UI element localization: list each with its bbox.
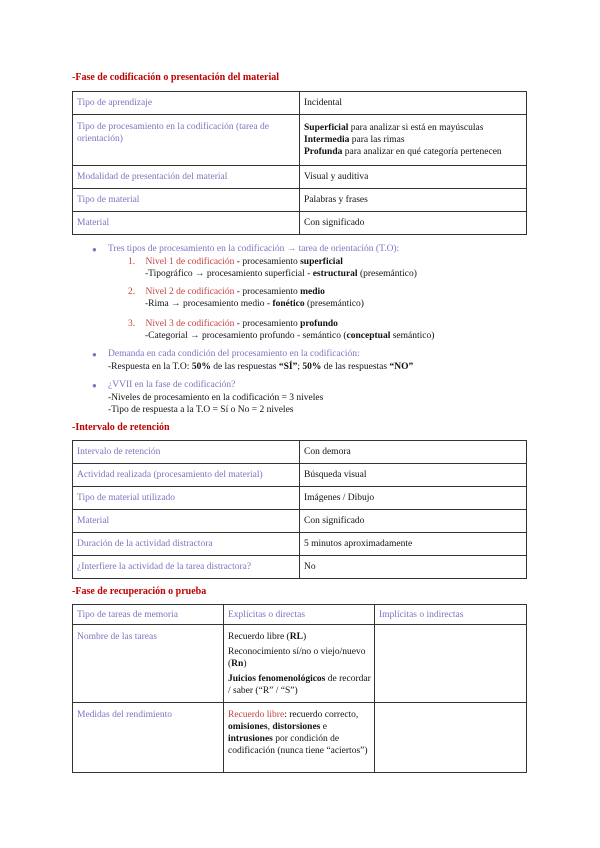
table-value: Imágenes / Dibujo — [300, 487, 527, 510]
table-row — [73, 115, 527, 166]
text: de las respuestas — [210, 362, 279, 372]
bold-term: estructural — [312, 269, 358, 279]
text: para las rimas — [349, 135, 405, 145]
table-value — [224, 703, 375, 773]
section-title-recuperacion: -Fase de recuperación o prueba — [72, 586, 207, 597]
table-value: Incidental — [300, 92, 527, 115]
note-level-1-detail — [145, 268, 417, 280]
table-row — [73, 92, 527, 115]
note-level-3 — [128, 318, 338, 330]
bullet-icon: ● — [92, 381, 97, 390]
table-value: Con significado — [300, 212, 527, 235]
bold-term: Profunda — [304, 147, 343, 157]
text: - procesamiento — [234, 319, 301, 329]
level-label: Nivel 3 de codificación — [145, 319, 235, 329]
bullet-icon: ● — [92, 350, 97, 359]
table-key: Tipo de aprendizaje — [73, 92, 300, 115]
bold-term: intrusiones — [228, 734, 273, 744]
note-level-2 — [128, 286, 325, 298]
bold-term: Rn — [231, 659, 244, 669]
text: Recuerdo libre ( — [228, 632, 290, 642]
table-recuperacion — [72, 604, 527, 773]
level-label: Nivel 2 de codificación — [145, 287, 235, 297]
table-row — [73, 189, 527, 212]
table-row — [73, 625, 527, 703]
table-header: Explícitas o directas — [224, 605, 375, 625]
note-bullet-3: ¿VVII en la fase de codificación? — [108, 380, 236, 390]
table-row — [73, 487, 527, 510]
bullet-icon: ● — [92, 245, 97, 254]
note-bullet-2: Demanda en cada condición del procesamiento en la codificación: — [108, 349, 360, 359]
text: -Respuesta en la T.O: — [108, 362, 192, 372]
text: , — [267, 722, 273, 732]
bold-term: distorsiones — [272, 722, 321, 732]
text: -Categorial → procesamiento profundo - semántico ( — [145, 331, 347, 341]
table-key: Nombre de las tareas — [73, 625, 224, 703]
table-value — [224, 625, 375, 703]
bold-term: “SÍ” — [278, 362, 298, 372]
bold-term: 50% — [191, 362, 211, 372]
table-row — [73, 533, 527, 556]
table-key: Intervalo de retención — [73, 441, 300, 464]
list-number: 3. — [128, 319, 136, 329]
note-level-3-detail — [145, 330, 434, 342]
table-key: Medidas del rendimiento — [73, 703, 224, 773]
table-row — [73, 510, 527, 533]
table-key: Modalidad de presentación del material — [73, 166, 300, 189]
note-bullet-3-detail-2: -Tipo de respuesta a la T.O = Sí o No = 2 niveles — [108, 405, 294, 415]
bold-term: Intermedia — [304, 135, 350, 145]
note-level-1 — [128, 256, 343, 268]
bold-term: “NO” — [389, 362, 414, 372]
table-header: Tipo de tareas de memoria — [73, 605, 224, 625]
text: ) — [243, 659, 247, 669]
note-bullet-3-detail-1: -Niveles de procesamiento en la codificación = 3 niveles — [108, 393, 324, 403]
table-value-empty — [375, 625, 527, 703]
table-row — [73, 464, 527, 487]
bold-term: medio — [300, 287, 325, 297]
table-value — [300, 115, 527, 166]
text: - procesamiento — [234, 287, 301, 297]
text: -Tipográfico → procesamiento superficial - — [145, 269, 313, 279]
table-key: Tipo de material — [73, 189, 300, 212]
table-value: 5 minutos aproximadamente — [300, 533, 527, 556]
bold-term: omisiones — [228, 722, 268, 732]
text: (presemántico) — [357, 269, 417, 279]
table-value: Palabras y frases — [300, 189, 527, 212]
bold-term: fonético — [272, 299, 305, 309]
table-row — [73, 212, 527, 235]
text: de las respuestas — [321, 362, 390, 372]
section-title-codificacion: -Fase de codificación o presentación del material — [72, 72, 280, 83]
table-codificacion — [72, 91, 527, 235]
table-value: Visual y auditiva — [300, 166, 527, 189]
table-key: Actividad realizada (procesamiento del material) — [73, 464, 300, 487]
note-level-2-detail — [145, 298, 364, 310]
text: ) — [302, 632, 307, 642]
table-row — [73, 556, 527, 579]
section-title-intervalo: -Intervalo de retención — [72, 422, 170, 433]
text: de recordar / saber (“R” / “S”) — [228, 674, 371, 696]
bold-term: Superficial — [304, 123, 349, 133]
table-key: Tipo de material utilizado — [73, 487, 300, 510]
level-label: Nivel 1 de codificación — [145, 257, 235, 267]
table-value: Con significado — [300, 510, 527, 533]
text: por condición de codificación (nunca tiene “aciertos”) — [228, 734, 368, 756]
text: semántico) — [390, 331, 435, 341]
table-key: Duración de la actividad distractora — [73, 533, 300, 556]
text: e — [320, 722, 327, 732]
bold-term: superficial — [300, 257, 343, 267]
table-header-row — [73, 605, 527, 625]
table-header: Implícitas o indirectas — [375, 605, 527, 625]
table-value: No — [300, 556, 527, 579]
text: para analizar en qué categoría pertenecen — [342, 147, 502, 157]
text: - procesamiento — [234, 257, 301, 267]
table-key: Tipo de procesamiento en la codificación (tarea de orientación) — [73, 115, 300, 166]
table-intervalo — [72, 440, 527, 579]
table-key: Material — [73, 212, 300, 235]
text: (presemántico) — [304, 299, 364, 309]
note-bullet-1: Tres tipos de procesamiento en la codificación → tarea de orientación (T.O): — [108, 244, 400, 254]
table-key: ¿Interfiere la actividad de la tarea distractora? — [73, 556, 300, 579]
text: -Rima → procesamiento medio - — [145, 299, 273, 309]
table-row — [73, 166, 527, 189]
table-value: Con demora — [300, 441, 527, 464]
table-row — [73, 441, 527, 464]
bold-term: profundo — [300, 319, 338, 329]
note-bullet-2-detail — [108, 361, 413, 373]
bold-term: Juicios fenomenológicos — [228, 674, 326, 684]
bold-term: RL — [289, 632, 303, 642]
table-value: Búsqueda visual — [300, 464, 527, 487]
table-row — [73, 703, 527, 773]
text: Reconocimiento sí/no o viejo/nuevo ( — [228, 647, 366, 669]
table-value-empty — [375, 703, 527, 773]
table-key: Material — [73, 510, 300, 533]
list-number: 2. — [128, 287, 136, 297]
bold-term: conceptual — [346, 331, 391, 341]
bold-term: 50% — [302, 362, 322, 372]
text: : recuerdo correcto, — [284, 710, 359, 720]
text: ; — [297, 362, 303, 372]
highlight-term: Recuerdo libre — [228, 710, 285, 720]
list-number: 1. — [128, 257, 136, 267]
text: para analizar si está en mayúsculas — [348, 123, 484, 133]
